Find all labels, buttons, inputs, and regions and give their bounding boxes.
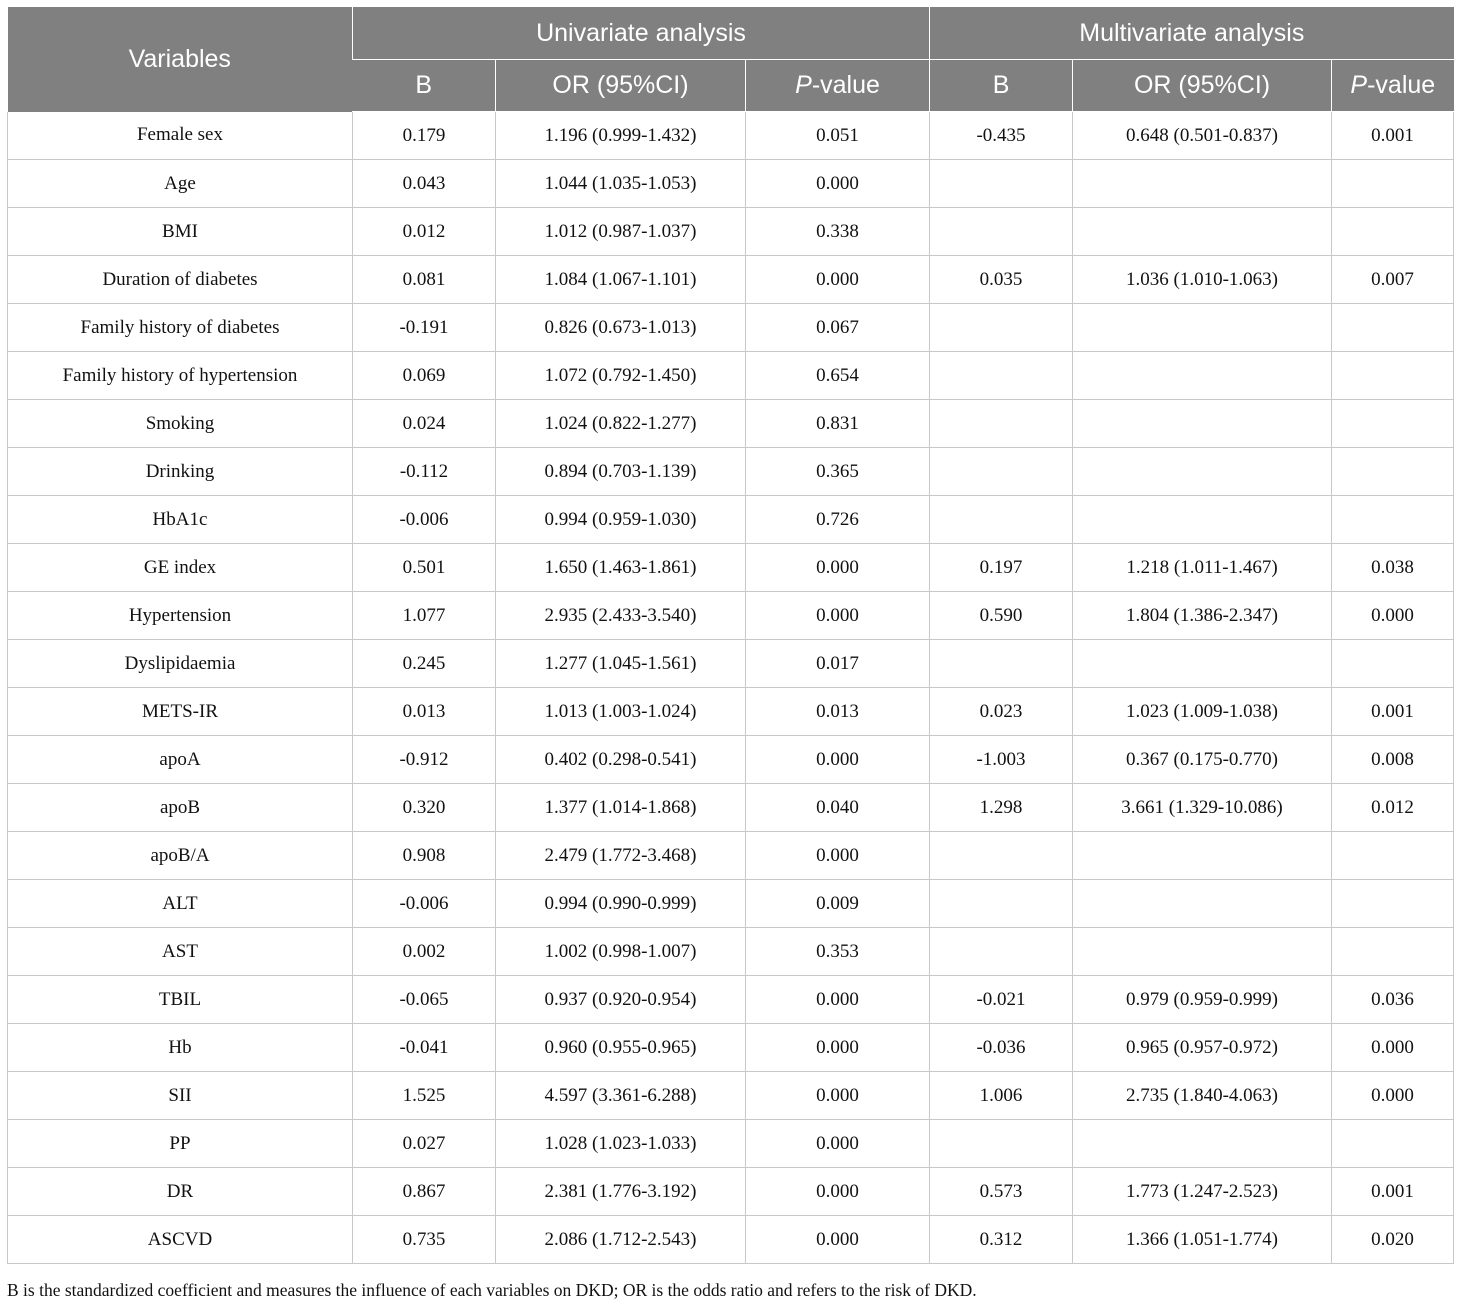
cell-multivariate-or: 0.648 (0.501-0.837) xyxy=(1073,112,1332,160)
cell-multivariate-p-value: 0.038 xyxy=(1332,544,1454,592)
cell-variable: Hypertension xyxy=(8,592,353,640)
cell-univariate-p-value: 0.726 xyxy=(746,496,930,544)
cell-multivariate-b: 0.197 xyxy=(930,544,1073,592)
cell-multivariate-or: 1.773 (1.247-2.523) xyxy=(1073,1168,1332,1216)
table-row xyxy=(8,448,1454,496)
cell-univariate-p-value: 0.017 xyxy=(746,640,930,688)
cell-multivariate-or xyxy=(1073,928,1332,976)
cell-multivariate-or xyxy=(1073,832,1332,880)
cell-univariate-b: 0.179 xyxy=(353,112,496,160)
table-row xyxy=(8,256,1454,304)
header-multivariate-b: B xyxy=(930,60,1073,112)
cell-univariate-p-value: 0.009 xyxy=(746,880,930,928)
table-header xyxy=(8,7,1454,112)
cell-univariate-b: 0.735 xyxy=(353,1216,496,1264)
cell-multivariate-or: 0.965 (0.957-0.972) xyxy=(1073,1024,1332,1072)
cell-multivariate-p-value xyxy=(1332,304,1454,352)
cell-univariate-b: -0.006 xyxy=(353,496,496,544)
cell-univariate-or: 2.479 (1.772-3.468) xyxy=(496,832,746,880)
table-row xyxy=(8,544,1454,592)
cell-variable: Smoking xyxy=(8,400,353,448)
cell-multivariate-p-value: 0.008 xyxy=(1332,736,1454,784)
table-row xyxy=(8,1216,1454,1264)
cell-univariate-or: 1.044 (1.035-1.053) xyxy=(496,160,746,208)
table-body xyxy=(8,112,1454,1264)
cell-multivariate-p-value xyxy=(1332,208,1454,256)
cell-multivariate-or xyxy=(1073,640,1332,688)
cell-univariate-b: 0.320 xyxy=(353,784,496,832)
cell-univariate-or: 0.826 (0.673-1.013) xyxy=(496,304,746,352)
table-row xyxy=(8,976,1454,1024)
cell-univariate-or: 0.994 (0.990-0.999) xyxy=(496,880,746,928)
cell-univariate-p-value: 0.000 xyxy=(746,160,930,208)
cell-multivariate-b xyxy=(930,640,1073,688)
cell-variable: Female sex xyxy=(8,112,353,160)
cell-univariate-b: 1.525 xyxy=(353,1072,496,1120)
table-row xyxy=(8,400,1454,448)
cell-univariate-p-value: 0.051 xyxy=(746,112,930,160)
cell-multivariate-or xyxy=(1073,352,1332,400)
regression-table xyxy=(7,7,1454,1264)
cell-univariate-p-value: 0.365 xyxy=(746,448,930,496)
cell-variable: BMI xyxy=(8,208,353,256)
cell-univariate-p-value: 0.000 xyxy=(746,1168,930,1216)
cell-univariate-b: 0.908 xyxy=(353,832,496,880)
cell-multivariate-p-value xyxy=(1332,640,1454,688)
cell-univariate-or: 1.028 (1.023-1.033) xyxy=(496,1120,746,1168)
table-row xyxy=(8,592,1454,640)
cell-univariate-p-value: 0.654 xyxy=(746,352,930,400)
cell-variable: ASCVD xyxy=(8,1216,353,1264)
cell-multivariate-or xyxy=(1073,208,1332,256)
table-row xyxy=(8,496,1454,544)
cell-multivariate-b xyxy=(930,304,1073,352)
cell-multivariate-p-value: 0.000 xyxy=(1332,1024,1454,1072)
cell-univariate-b: -0.006 xyxy=(353,880,496,928)
cell-univariate-b: 0.043 xyxy=(353,160,496,208)
table-row xyxy=(8,352,1454,400)
table-row xyxy=(8,1024,1454,1072)
cell-multivariate-b: -0.435 xyxy=(930,112,1073,160)
table-row xyxy=(8,208,1454,256)
cell-multivariate-b xyxy=(930,160,1073,208)
cell-variable: Hb xyxy=(8,1024,353,1072)
cell-univariate-or: 1.024 (0.822-1.277) xyxy=(496,400,746,448)
cell-multivariate-p-value xyxy=(1332,448,1454,496)
cell-univariate-or: 1.377 (1.014-1.868) xyxy=(496,784,746,832)
table-row xyxy=(8,112,1454,160)
cell-univariate-or: 1.650 (1.463-1.861) xyxy=(496,544,746,592)
cell-multivariate-or: 0.367 (0.175-0.770) xyxy=(1073,736,1332,784)
cell-univariate-or: 2.381 (1.776-3.192) xyxy=(496,1168,746,1216)
cell-multivariate-b xyxy=(930,496,1073,544)
regression-table-container xyxy=(7,7,1453,1264)
table-row xyxy=(8,928,1454,976)
cell-multivariate-p-value: 0.036 xyxy=(1332,976,1454,1024)
table-row xyxy=(8,1168,1454,1216)
cell-univariate-b: 0.027 xyxy=(353,1120,496,1168)
cell-univariate-p-value: 0.000 xyxy=(746,736,930,784)
cell-variable: TBIL xyxy=(8,976,353,1024)
header-multivariate-p-value xyxy=(1332,60,1454,112)
table-footnote: B is the standardized coefficient and measures the influence of each variables on DKD; OR is the odds ratio and refers to the risk of DKD. xyxy=(7,1280,977,1300)
cell-univariate-or: 1.084 (1.067-1.101) xyxy=(496,256,746,304)
header-multivariate-analysis: Multivariate analysis xyxy=(930,7,1454,60)
cell-univariate-or: 2.086 (1.712-2.543) xyxy=(496,1216,746,1264)
table-row xyxy=(8,304,1454,352)
cell-univariate-or: 4.597 (3.361-6.288) xyxy=(496,1072,746,1120)
cell-univariate-b: 0.024 xyxy=(353,400,496,448)
cell-multivariate-or: 1.218 (1.011-1.467) xyxy=(1073,544,1332,592)
cell-variable: Drinking xyxy=(8,448,353,496)
cell-multivariate-p-value: 0.001 xyxy=(1332,1168,1454,1216)
header-p-suffix: -value xyxy=(811,71,880,99)
cell-univariate-p-value: 0.067 xyxy=(746,304,930,352)
cell-multivariate-or: 1.036 (1.010-1.063) xyxy=(1073,256,1332,304)
cell-univariate-b: -0.912 xyxy=(353,736,496,784)
cell-univariate-or: 0.937 (0.920-0.954) xyxy=(496,976,746,1024)
cell-multivariate-b xyxy=(930,928,1073,976)
cell-univariate-or: 1.277 (1.045-1.561) xyxy=(496,640,746,688)
cell-multivariate-p-value: 0.000 xyxy=(1332,592,1454,640)
cell-multivariate-b xyxy=(930,880,1073,928)
cell-univariate-p-value: 0.000 xyxy=(746,256,930,304)
cell-multivariate-or xyxy=(1073,304,1332,352)
cell-variable: Dyslipidaemia xyxy=(8,640,353,688)
cell-multivariate-b: 0.023 xyxy=(930,688,1073,736)
cell-multivariate-p-value: 0.007 xyxy=(1332,256,1454,304)
cell-multivariate-or xyxy=(1073,400,1332,448)
cell-multivariate-or: 1.023 (1.009-1.038) xyxy=(1073,688,1332,736)
header-univariate-or: OR (95%CI) xyxy=(496,60,746,112)
cell-multivariate-or: 3.661 (1.329-10.086) xyxy=(1073,784,1332,832)
cell-multivariate-or xyxy=(1073,448,1332,496)
table-row xyxy=(8,160,1454,208)
cell-univariate-p-value: 0.000 xyxy=(746,1072,930,1120)
cell-univariate-b: 0.081 xyxy=(353,256,496,304)
cell-multivariate-or: 2.735 (1.840-4.063) xyxy=(1073,1072,1332,1120)
header-p-italic: P xyxy=(1350,71,1368,99)
cell-multivariate-b: 0.035 xyxy=(930,256,1073,304)
cell-variable: Duration of diabetes xyxy=(8,256,353,304)
header-p-italic: P xyxy=(795,71,812,99)
cell-univariate-or: 1.196 (0.999-1.432) xyxy=(496,112,746,160)
cell-multivariate-p-value: 0.020 xyxy=(1332,1216,1454,1264)
cell-univariate-p-value: 0.000 xyxy=(746,976,930,1024)
cell-univariate-or: 0.894 (0.703-1.139) xyxy=(496,448,746,496)
cell-multivariate-p-value xyxy=(1332,928,1454,976)
cell-univariate-or: 1.072 (0.792-1.450) xyxy=(496,352,746,400)
cell-univariate-b: 0.012 xyxy=(353,208,496,256)
cell-variable: DR xyxy=(8,1168,353,1216)
cell-variable: GE index xyxy=(8,544,353,592)
cell-multivariate-p-value xyxy=(1332,352,1454,400)
cell-multivariate-b xyxy=(930,832,1073,880)
cell-univariate-p-value: 0.040 xyxy=(746,784,930,832)
cell-univariate-p-value: 0.000 xyxy=(746,544,930,592)
cell-multivariate-or xyxy=(1073,160,1332,208)
table-row xyxy=(8,736,1454,784)
cell-variable: apoA xyxy=(8,736,353,784)
cell-multivariate-b: 1.006 xyxy=(930,1072,1073,1120)
table-row xyxy=(8,1120,1454,1168)
cell-multivariate-b xyxy=(930,400,1073,448)
cell-univariate-or: 0.402 (0.298-0.541) xyxy=(496,736,746,784)
cell-multivariate-b: 0.573 xyxy=(930,1168,1073,1216)
cell-univariate-p-value: 0.353 xyxy=(746,928,930,976)
cell-univariate-p-value: 0.000 xyxy=(746,592,930,640)
cell-univariate-b: 0.501 xyxy=(353,544,496,592)
cell-univariate-b: 0.002 xyxy=(353,928,496,976)
cell-univariate-b: -0.065 xyxy=(353,976,496,1024)
cell-multivariate-b xyxy=(930,1120,1073,1168)
cell-multivariate-p-value: 0.012 xyxy=(1332,784,1454,832)
cell-multivariate-p-value: 0.001 xyxy=(1332,688,1454,736)
cell-variable: METS-IR xyxy=(8,688,353,736)
cell-univariate-b: -0.112 xyxy=(353,448,496,496)
header-univariate-p-value xyxy=(746,60,930,112)
header-univariate-analysis: Univariate analysis xyxy=(353,7,930,60)
cell-univariate-or: 2.935 (2.433-3.540) xyxy=(496,592,746,640)
cell-multivariate-b: -0.021 xyxy=(930,976,1073,1024)
cell-variable: Age xyxy=(8,160,353,208)
cell-univariate-b: 0.069 xyxy=(353,352,496,400)
table-row xyxy=(8,832,1454,880)
cell-multivariate-p-value xyxy=(1332,496,1454,544)
cell-univariate-b: 0.245 xyxy=(353,640,496,688)
cell-multivariate-or: 1.804 (1.386-2.347) xyxy=(1073,592,1332,640)
cell-univariate-b: 0.867 xyxy=(353,1168,496,1216)
cell-multivariate-b: -0.036 xyxy=(930,1024,1073,1072)
cell-univariate-p-value: 0.013 xyxy=(746,688,930,736)
cell-multivariate-or: 0.979 (0.959-0.999) xyxy=(1073,976,1332,1024)
cell-variable: HbA1c xyxy=(8,496,353,544)
table-row xyxy=(8,1072,1454,1120)
cell-multivariate-p-value: 0.000 xyxy=(1332,1072,1454,1120)
header-variables: Variables xyxy=(8,7,353,112)
cell-univariate-or: 1.013 (1.003-1.024) xyxy=(496,688,746,736)
cell-multivariate-p-value: 0.001 xyxy=(1332,112,1454,160)
cell-multivariate-b xyxy=(930,448,1073,496)
cell-univariate-or: 1.002 (0.998-1.007) xyxy=(496,928,746,976)
cell-univariate-p-value: 0.000 xyxy=(746,1024,930,1072)
cell-multivariate-or xyxy=(1073,496,1332,544)
table-row xyxy=(8,640,1454,688)
cell-variable: apoB/A xyxy=(8,832,353,880)
cell-univariate-p-value: 0.000 xyxy=(746,1120,930,1168)
cell-univariate-b: 0.013 xyxy=(353,688,496,736)
header-p-suffix: -value xyxy=(1367,71,1436,99)
cell-variable: AST xyxy=(8,928,353,976)
cell-univariate-p-value: 0.000 xyxy=(746,1216,930,1264)
cell-multivariate-or: 1.366 (1.051-1.774) xyxy=(1073,1216,1332,1264)
cell-multivariate-b xyxy=(930,352,1073,400)
cell-multivariate-p-value xyxy=(1332,832,1454,880)
cell-multivariate-b: 0.312 xyxy=(930,1216,1073,1264)
cell-variable: Family history of diabetes xyxy=(8,304,353,352)
cell-multivariate-p-value xyxy=(1332,400,1454,448)
cell-multivariate-or xyxy=(1073,1120,1332,1168)
table-row xyxy=(8,688,1454,736)
cell-univariate-p-value: 0.831 xyxy=(746,400,930,448)
cell-univariate-or: 0.994 (0.959-1.030) xyxy=(496,496,746,544)
cell-univariate-p-value: 0.000 xyxy=(746,832,930,880)
table-row xyxy=(8,784,1454,832)
cell-multivariate-b: 1.298 xyxy=(930,784,1073,832)
header-multivariate-or: OR (95%CI) xyxy=(1073,60,1332,112)
cell-multivariate-b xyxy=(930,208,1073,256)
cell-univariate-b: -0.191 xyxy=(353,304,496,352)
cell-univariate-p-value: 0.338 xyxy=(746,208,930,256)
cell-univariate-or: 1.012 (0.987-1.037) xyxy=(496,208,746,256)
cell-variable: Family history of hypertension xyxy=(8,352,353,400)
cell-multivariate-p-value xyxy=(1332,1120,1454,1168)
cell-variable: SII xyxy=(8,1072,353,1120)
cell-univariate-b: -0.041 xyxy=(353,1024,496,1072)
cell-variable: apoB xyxy=(8,784,353,832)
cell-univariate-or: 0.960 (0.955-0.965) xyxy=(496,1024,746,1072)
header-univariate-b: B xyxy=(353,60,496,112)
table-row xyxy=(8,880,1454,928)
cell-variable: ALT xyxy=(8,880,353,928)
cell-multivariate-or xyxy=(1073,880,1332,928)
cell-multivariate-b: -1.003 xyxy=(930,736,1073,784)
cell-variable: PP xyxy=(8,1120,353,1168)
cell-univariate-b: 1.077 xyxy=(353,592,496,640)
cell-multivariate-p-value xyxy=(1332,160,1454,208)
cell-multivariate-p-value xyxy=(1332,880,1454,928)
cell-multivariate-b: 0.590 xyxy=(930,592,1073,640)
